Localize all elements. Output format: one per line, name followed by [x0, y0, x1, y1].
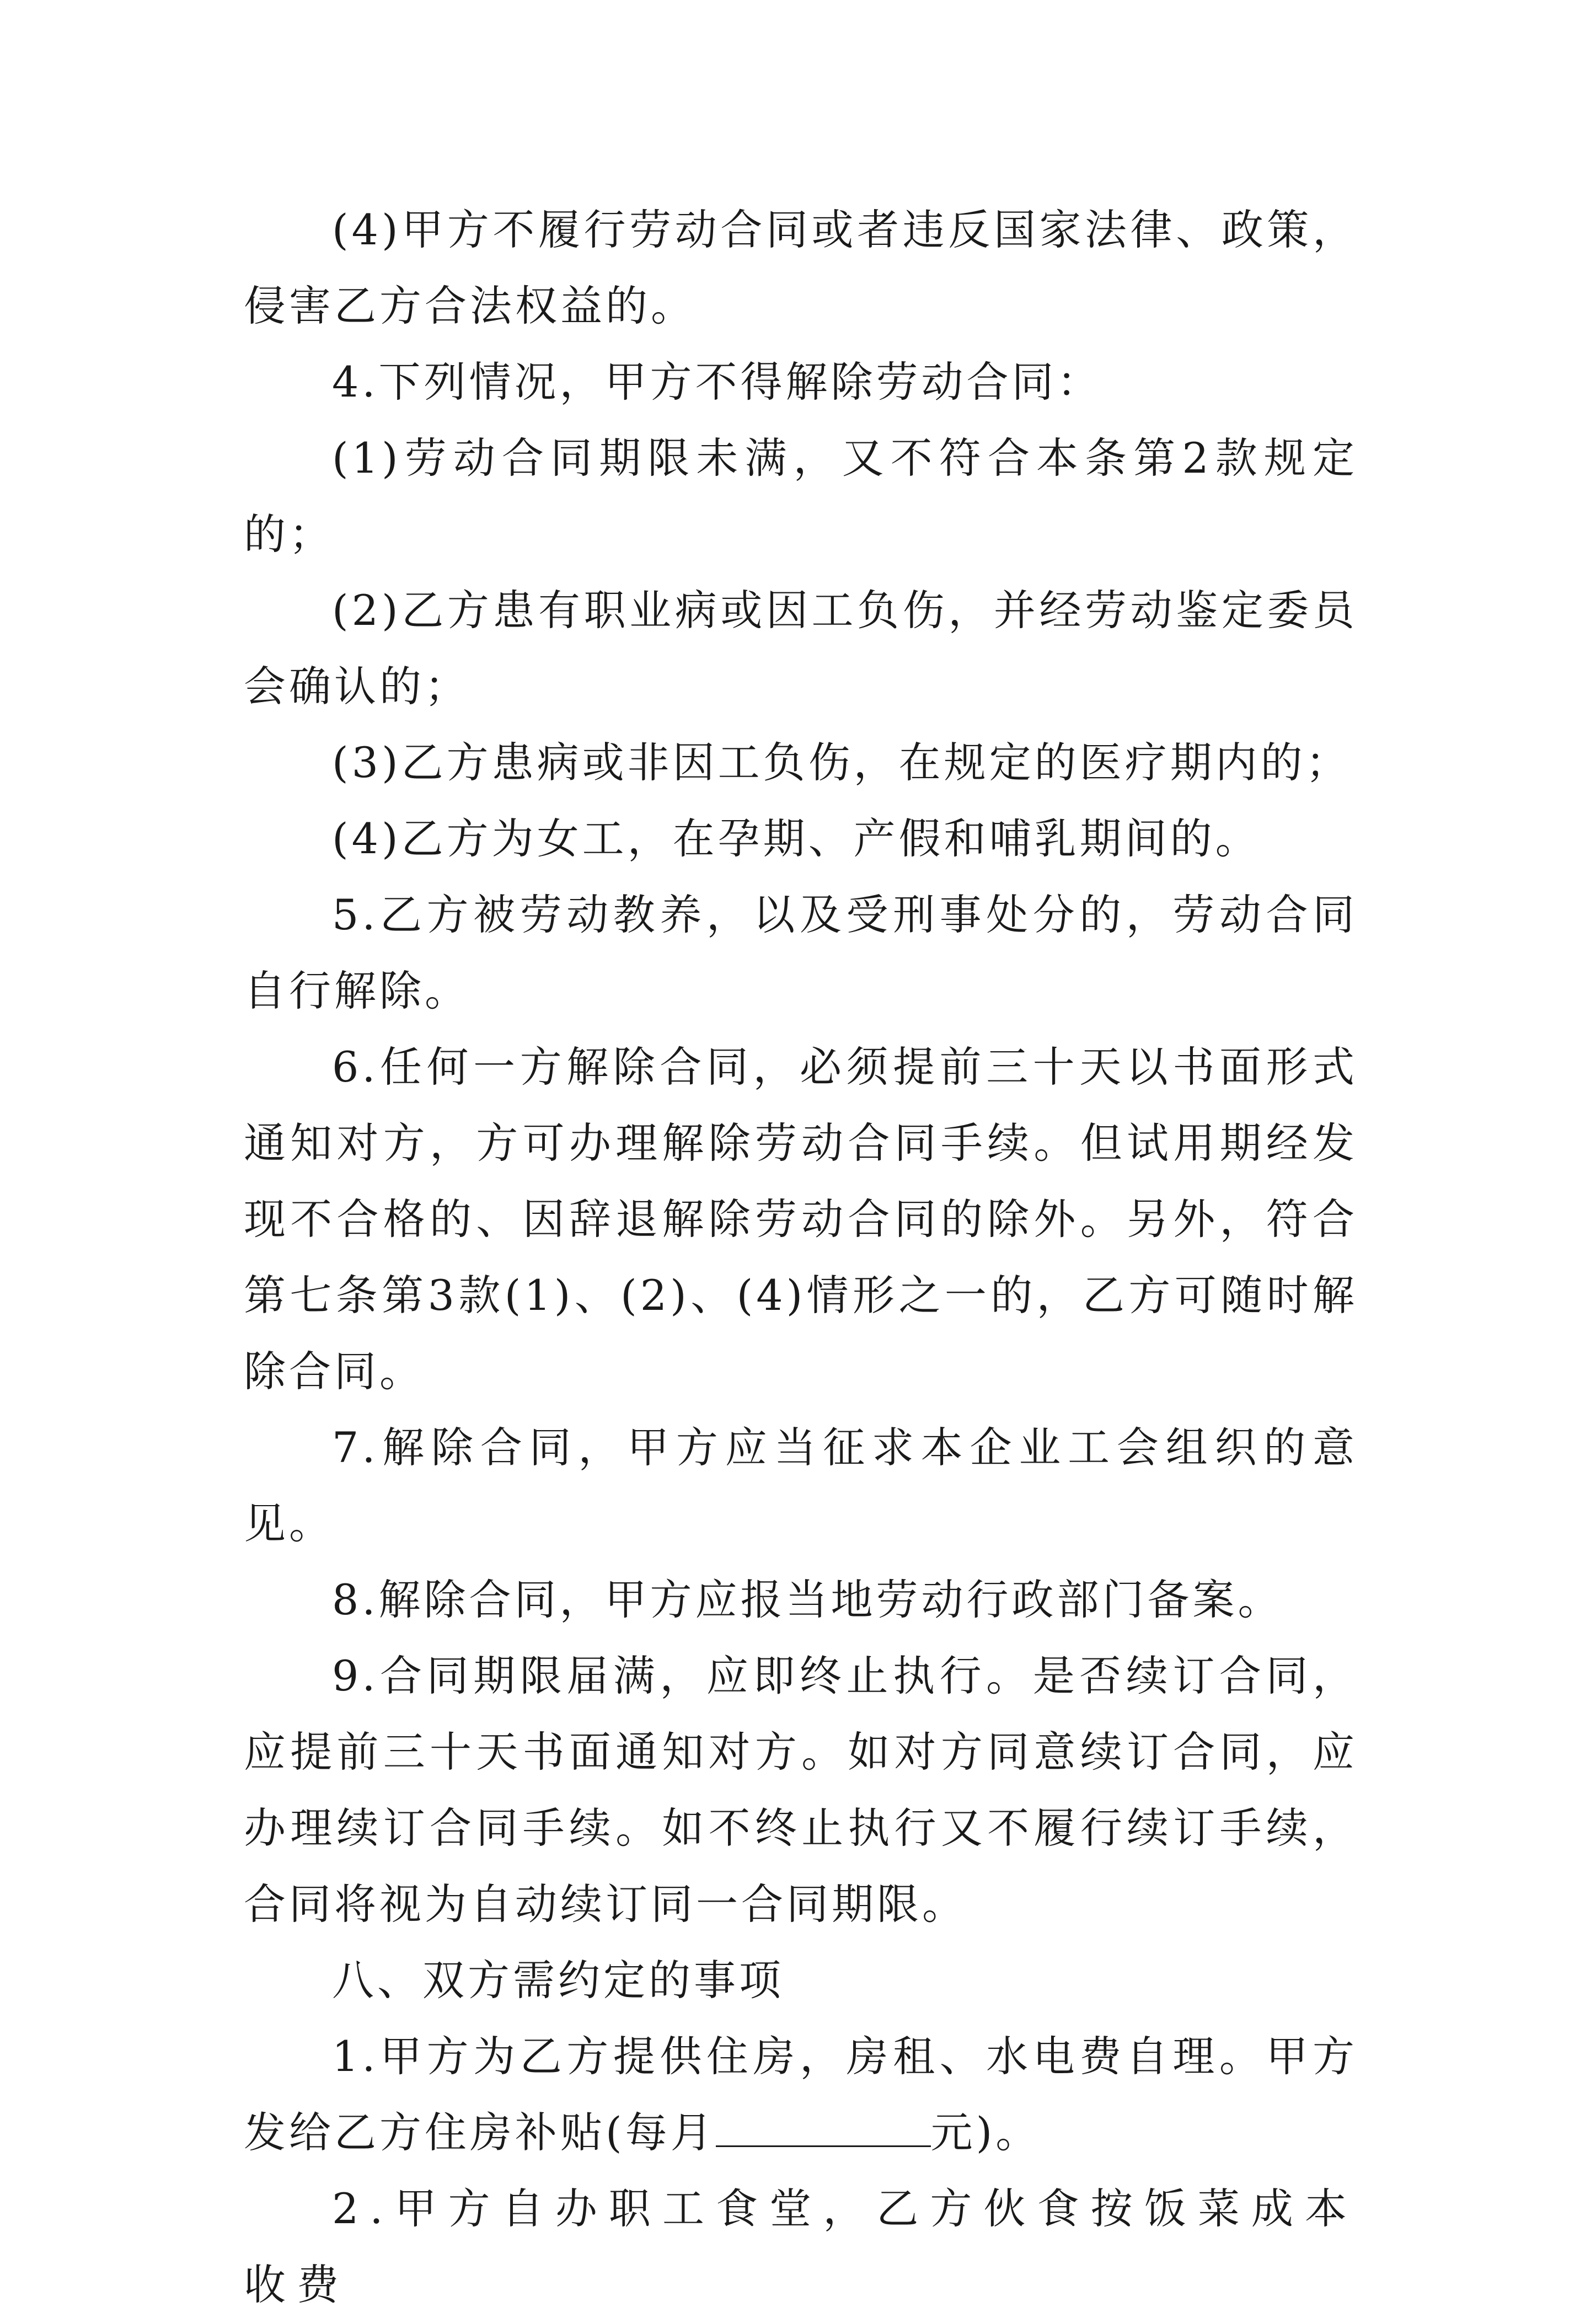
- housing-subsidy-blank[interactable]: [716, 2107, 931, 2147]
- paragraph-clause-4-1: (1)劳动合同期限未满，又不符合本条第2款规定的；: [244, 433, 1358, 559]
- housing-suffix: 元)。: [930, 2108, 1041, 2157]
- paragraph-clause-9: 9.合同期限届满，应即终止执行。是否续订合同，应提前三十天书面通知对方。如对方同意续订合同，应办理续订合同手续。如不终止执行又不履行续订手续，合同将视为自动续订同一合同期限。: [244, 1651, 1358, 1929]
- section-heading-8: 八、双方需约定的事项: [332, 1956, 784, 2005]
- paragraph-clause-7: 7.解除合同，甲方应当征求本企业工会组织的意见。: [244, 1423, 1358, 1548]
- paragraph-clause-6: 6.任何一方解除合同，必须提前三十天以书面形式通知对方，方可办理解除劳动合同手续。但试用期经发现不合格的、因辞退解除劳动合同的除外。另外，符合第七条第3款(1)、(2)、(4)情形之一的，乙方可随时解除合同。: [244, 1042, 1358, 1396]
- paragraph-housing: [244, 2019, 1358, 2171]
- paragraph-clause-5: 5.乙方被劳动教养，以及受刑事处分的，劳动合同自行解除。: [244, 890, 1358, 1015]
- paragraph-clause-7-3-4: (4)甲方不履行劳动合同或者违反国家法律、政策，侵害乙方合法权益的。: [244, 205, 1358, 330]
- housing-text: 1.甲方为乙方提供住房，房租、水电费自理。甲方发给乙方住房补贴(每月: [244, 2032, 1358, 2157]
- paragraph-clause-4-3: (3)乙方患病或非因工负伤，在规定的医疗期内的；: [332, 738, 1351, 787]
- paragraph-clause-4-4: (4)乙方为女工，在孕期、产假和哺乳期间的。: [332, 814, 1261, 863]
- paragraph-canteen: 2.甲方自办职工食堂，乙方伙食按饭菜成本收费: [244, 2184, 1358, 2309]
- paragraph-clause-8: 8.解除合同，甲方应报当地劳动行政部门备案。: [332, 1575, 1283, 1624]
- contract-text: [244, 192, 1358, 2323]
- paragraph-clause-4-2: (2)乙方患有职业病或因工负伤，并经劳动鉴定委员会确认的；: [244, 586, 1358, 711]
- paragraph-clause-4: 4.下列情况，甲方不得解除劳动合同：: [332, 357, 1102, 406]
